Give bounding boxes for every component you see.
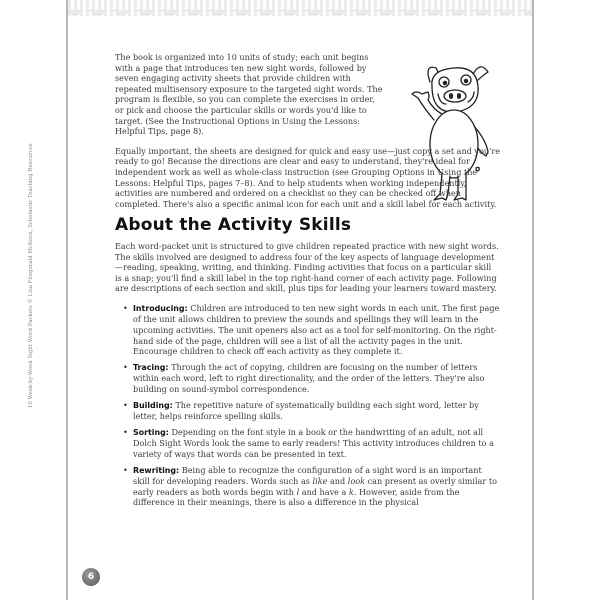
skill-description: Being able to recognize the configuration of a sight word is an important skill for developing readers. Words such as [133, 464, 482, 487]
skill-description: can present as overly similar to early readers as both words begin with [133, 476, 497, 497]
skill-description: The repetitive nature of systematically building each sight word, letter by letter, helps reinforce spelling skills. [133, 399, 479, 422]
example-letter: l [296, 486, 300, 497]
example-word: like [312, 476, 328, 487]
side-copyright-credit: 10 Week-by-Week Sight Word Packets © Lisa Fitzgerald McKeon, Scholastic Teaching Resources [28, 143, 34, 408]
skill-item-building [133, 400, 500, 422]
skills-list [115, 303, 500, 508]
skill-item-sorting [133, 427, 500, 460]
skill-label: Introducing: [133, 303, 188, 313]
skill-item-introducing [133, 303, 500, 357]
skill-description: and [327, 476, 348, 487]
intro-paragraph-2-part-a: Equally important, the sheets are designed for quick and easy use—just copy a set and you're ready to go! Because the directions are clear and easy to understand, they're ideal for independent work as well as whole-class instruction (see Grouping Options in Using the Lessons: Helpful Tips, pages 7–8). And to help students [115, 145, 500, 188]
skill-label: Building: [133, 400, 173, 410]
skill-description: Through the act of copying, children are focusing on the number of letters within each word, left to right directionality, and the order of the letters. They're also building on sound-symbol correspondence. [133, 361, 485, 395]
skill-item-tracing [133, 362, 500, 395]
skill-label: Tracing: [133, 362, 169, 372]
intro-paragraph-1: The book is organized into 10 units of study; each unit begins with a page that introduces ten new sight words, followed by seven engaging activity sheets that provide children with repeated multisensory exposure to the targeted sight words. The program is flexible, so you can complete the exercises in order, or pick and choose the particular skills or words you'd like to target. (See the Instructional Options in Using the Lessons: Helpful Tips, page 8). [115, 52, 383, 137]
intro-paragraph-2 [115, 146, 500, 210]
skill-label: Rewriting: [133, 465, 180, 475]
skill-description: . However, aside from the difference in their meanings, there is also a difference in the physical [133, 486, 460, 508]
example-word: look [347, 476, 366, 487]
skill-description: and have a [299, 486, 349, 497]
section-heading: About the Activity Skills [115, 215, 352, 236]
skill-item-rewriting [133, 465, 500, 508]
skill-description: Depending on the font style in a book or the handwriting of an adult, not all Dolch Sight Words look the same to early readers! This activity introduces children to a variety of ways that words can be presented in text. [133, 426, 494, 459]
page-number-badge: 6 [82, 568, 100, 586]
header-scalloped-edge [68, 10, 532, 18]
intro-paragraph-2-part-b: when working independently, activities are numbered and ordered on a checklist so they can be checked off when completed. There's also a specific animal icon for each unit and a skill label for each activity. [115, 177, 497, 209]
example-letter: k [348, 486, 354, 497]
page-content [115, 52, 500, 513]
skill-description: Children are introduced to ten new sight words in each unit. The first page of the unit allows children to preview the sounds and spellings they will learn in the upcoming activities. The unit openers also act as a tool for self-monitoring. On the right-hand side of the page, children will see a list of all the activity pages in the unit. Encourage children to check off each activity as they complete it. [133, 302, 500, 357]
skill-label: Sorting: [133, 427, 169, 437]
section-intro-paragraph: Each word-packet unit is structured to give children repeated practice with new sight words. The skills involved are designed to address four of the key aspects of language development—reading, speaking, writing, and thinking. Finding activities that focus on a particular skill is a snap; you'll find a skill label in the top right-hand corner of each activity page. Following are descriptions of each section and skill, plus tips for leading your learners toward mastery. [115, 240, 499, 294]
